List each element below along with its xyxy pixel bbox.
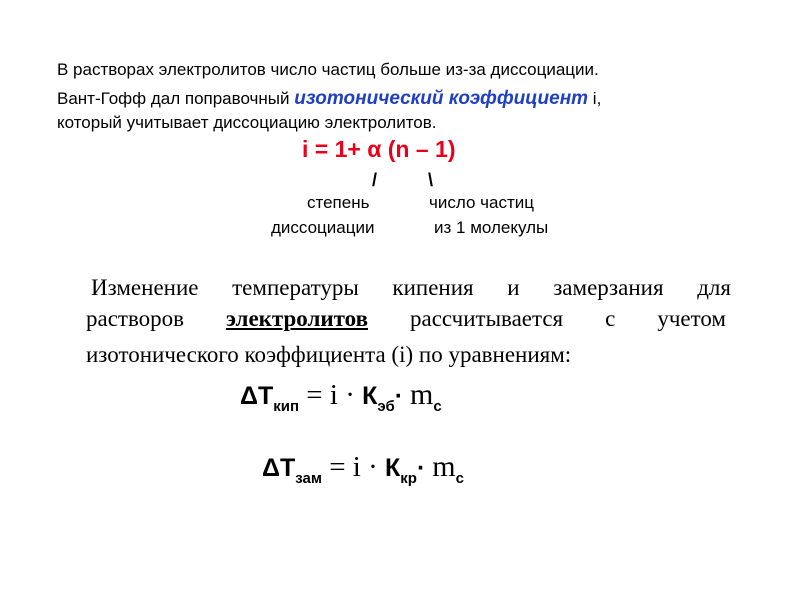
label-particle-count: число частиц (429, 193, 534, 212)
para-word: Изменение (91, 275, 199, 300)
intro-line-3: который учитывает диссоциацию электролитов. (57, 113, 437, 132)
paragraph-line-1 (91, 275, 731, 301)
paragraph-line-3: изотонического коэффициента (i) по уравнениям: (86, 342, 572, 367)
main-formula: i = 1+ α (n – 1) (302, 136, 456, 162)
para-word: и (507, 275, 520, 300)
label-degree: степень (307, 193, 370, 212)
equals-i: = i · (299, 379, 363, 411)
arrow-left: / (372, 170, 378, 190)
para-word: растворов (86, 306, 185, 331)
para-word: учетом (657, 306, 726, 331)
freezing-point-equation (262, 450, 464, 487)
label-dissociation: диссоциации (271, 218, 375, 237)
boiling-point-equation (240, 378, 442, 415)
molality: m (410, 378, 434, 411)
equals-i: = i · (321, 451, 386, 483)
dot: · (416, 454, 433, 482)
subscript-c: c (455, 470, 464, 487)
intro-line-2-before: Вант-Гофф дал поправочный (57, 89, 295, 108)
arrow-right: \ (428, 170, 434, 190)
para-word: с (605, 306, 616, 331)
delta-t: ΔТ (240, 382, 274, 410)
para-word: для (697, 275, 731, 300)
label-per-molecule: из 1 молекулы (434, 218, 549, 237)
subscript-freeze: зам (295, 470, 322, 487)
subscript-kr: кр (400, 470, 417, 487)
intro-line-1: В растворах электролитов число частиц больше из-за диссоциации. (57, 60, 599, 79)
electrolytes-underlined: электролитов (226, 306, 368, 331)
para-word: температуры (232, 275, 359, 300)
subscript-c: c (433, 398, 442, 415)
isotonic-coefficient-highlight: изотонический коэффициент (294, 88, 589, 109)
delta-t: ΔТ (262, 454, 296, 482)
subscript-boil: кип (273, 398, 300, 415)
molality: m (432, 450, 456, 483)
paragraph-line-2 (86, 306, 726, 332)
para-word: кипения (392, 275, 474, 300)
subscript-eb: эб (377, 398, 395, 415)
intro-line-2 (57, 88, 601, 110)
intro-line-2-after: i, (588, 89, 602, 108)
para-word: рассчитывается (409, 306, 564, 331)
k-constant: К (362, 382, 378, 410)
k-constant: К (385, 454, 401, 482)
para-word: замерзания (553, 275, 664, 300)
dot: · (394, 382, 411, 410)
